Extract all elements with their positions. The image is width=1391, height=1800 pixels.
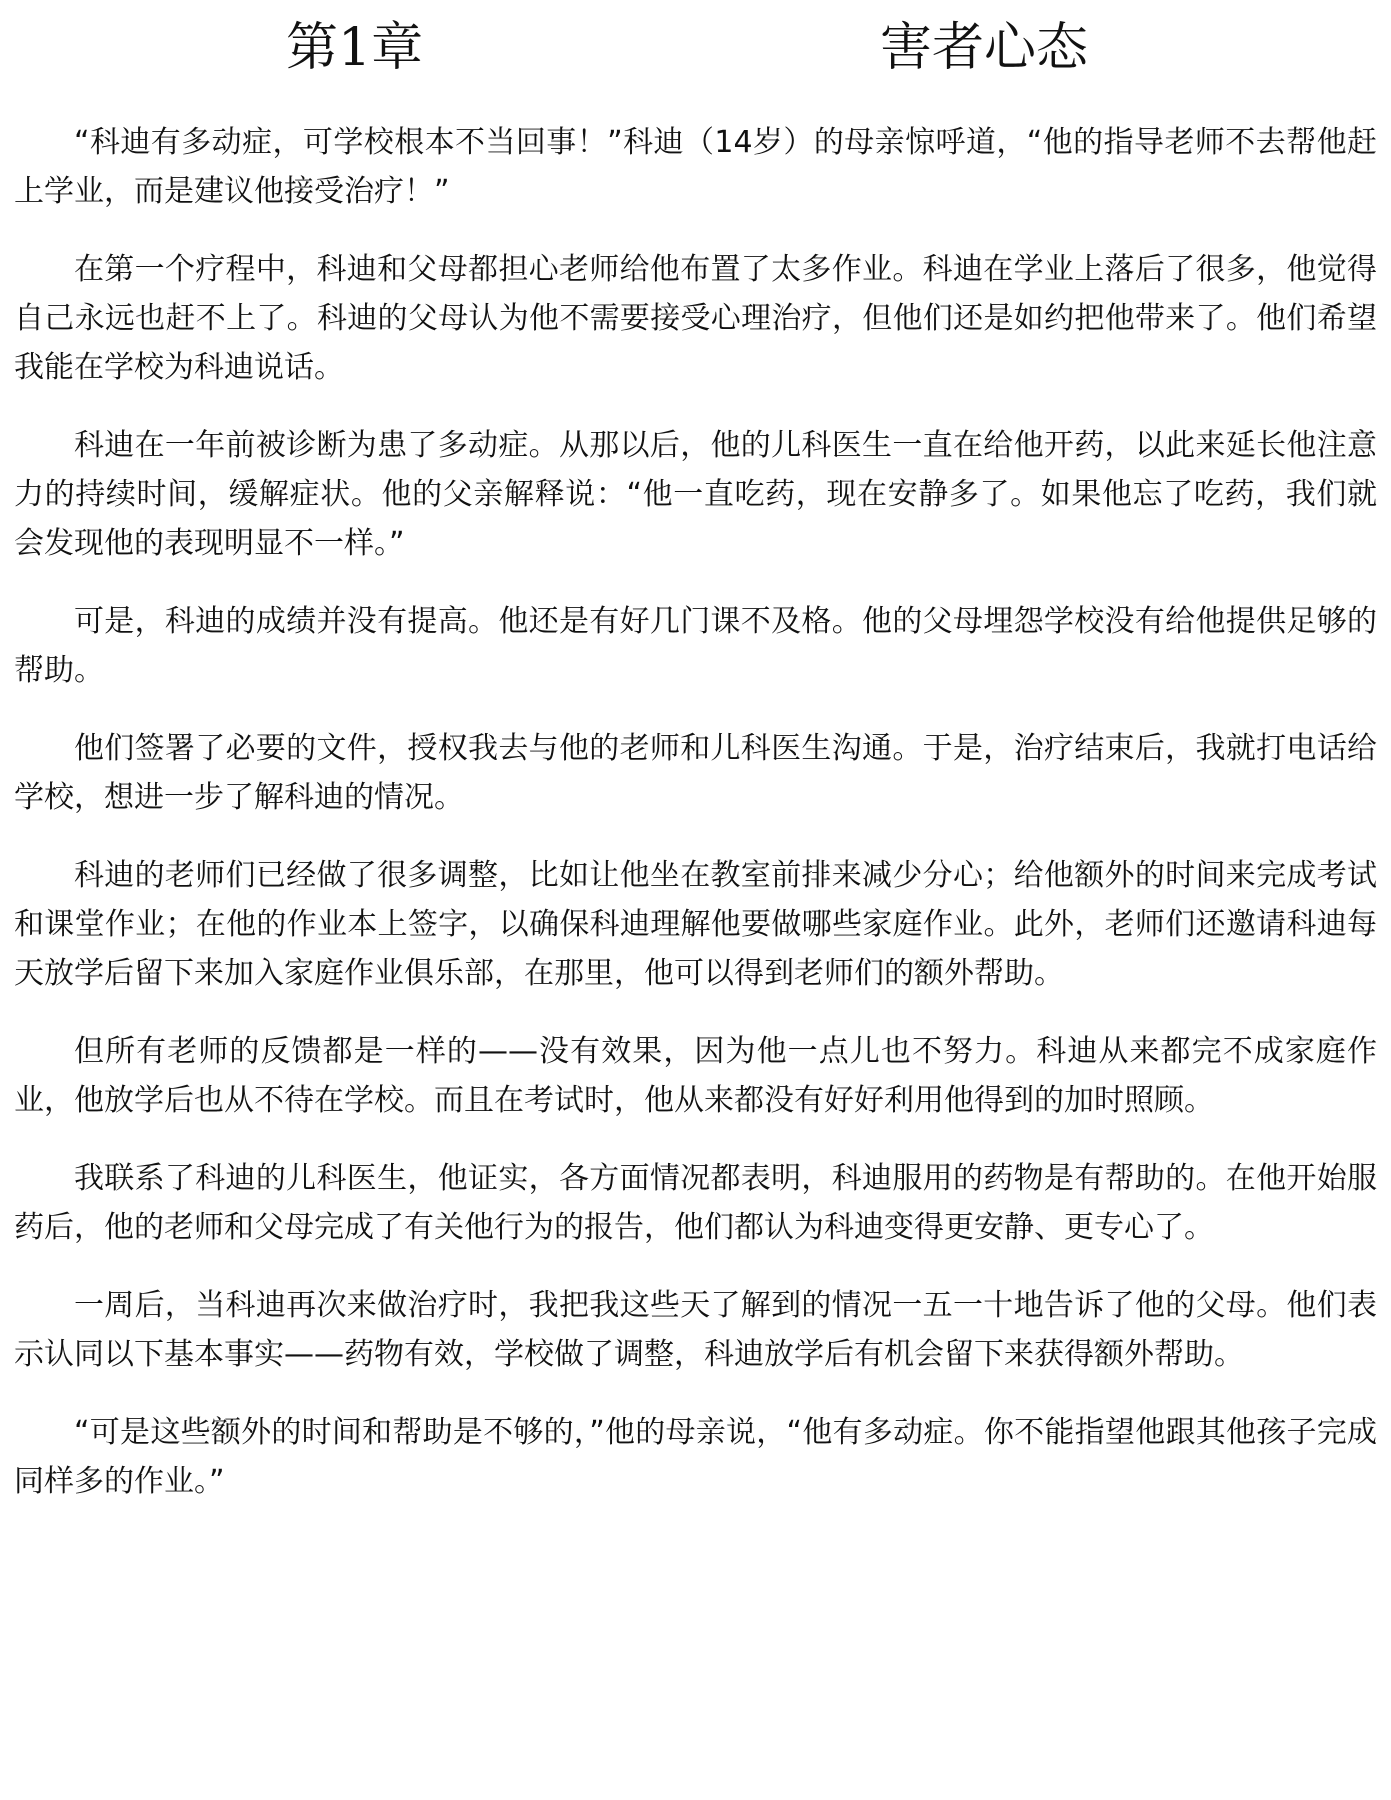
paragraph: 但所有老师的反馈都是一样的——没有效果，因为他一点儿也不努力。科迪从来都完不成家庭作业，他放学后也从不待在学校。而且在考试时，他从来都没有好好利用他得到的加时照顾。 xyxy=(14,1034,1377,1118)
paragraph: 一周后，当科迪再次来做治疗时，我把我这些天了解到的情况一五一十地告诉了他的父母。他们表示认同以下基本事实——药物有效，学校做了调整，科迪放学后有机会留下来获得额外帮助。 xyxy=(14,1288,1377,1372)
paragraph: 我联系了科迪的儿科医生，他证实，各方面情况都表明，科迪服用的药物是有帮助的。在他开始服药后，他的老师和父母完成了有关他行为的报告，他们都认为科迪变得更安静、更专心了。 xyxy=(14,1161,1377,1245)
chapter-header xyxy=(0,8,1391,88)
paragraph: 他们签署了必要的文件，授权我去与他的老师和儿科医生沟通。于是，治疗结束后，我就打电话给学校，想进一步了解科迪的情况。 xyxy=(14,731,1377,815)
chapter-number: 第1章 xyxy=(286,18,424,78)
paragraph: 可是，科迪的成绩并没有提高。他还是有好几门课不及格。他的父母埋怨学校没有给他提供足够的帮助。 xyxy=(14,604,1377,688)
paragraph: “可是这些额外的时间和帮助是不够的，”他的母亲说，“他有多动症。你不能指望他跟其他孩子完成同样多的作业。” xyxy=(14,1415,1377,1499)
paragraph: 科迪在一年前被诊断为患了多动症。从那以后，他的儿科医生一直在给他开药，以此来延长他注意力的持续时间，缓解症状。他的父亲解释说：“他一直吃药，现在安静多了。如果他忘了吃药，我们就会发现他的表现明显不一样。” xyxy=(14,428,1377,561)
paragraph: “科迪有多动症，可学校根本不当回事！”科迪（14岁）的母亲惊呼道，“他的指导老师不去帮他赶上学业，而是建议他接受治疗！” xyxy=(14,125,1377,209)
paragraph: 在第一个疗程中，科迪和父母都担心老师给他布置了太多作业。科迪在学业上落后了很多，他觉得自己永远也赶不上了。科迪的父母认为他不需要接受心理治疗，但他们还是如约把他带来了。他们希望我能在学校为科迪说话。 xyxy=(14,252,1377,385)
body-text xyxy=(14,118,1377,1506)
paragraph: 科迪的老师们已经做了很多调整，比如让他坐在教室前排来减少分心；给他额外的时间来完成考试和课堂作业；在他的作业本上签字，以确保科迪理解他要做哪些家庭作业。此外，老师们还邀请科迪每天放学后留下来加入家庭作业俱乐部，在那里，他可以得到老师们的额外帮助。 xyxy=(14,858,1377,991)
chapter-title: 害者心态 xyxy=(880,18,1089,78)
